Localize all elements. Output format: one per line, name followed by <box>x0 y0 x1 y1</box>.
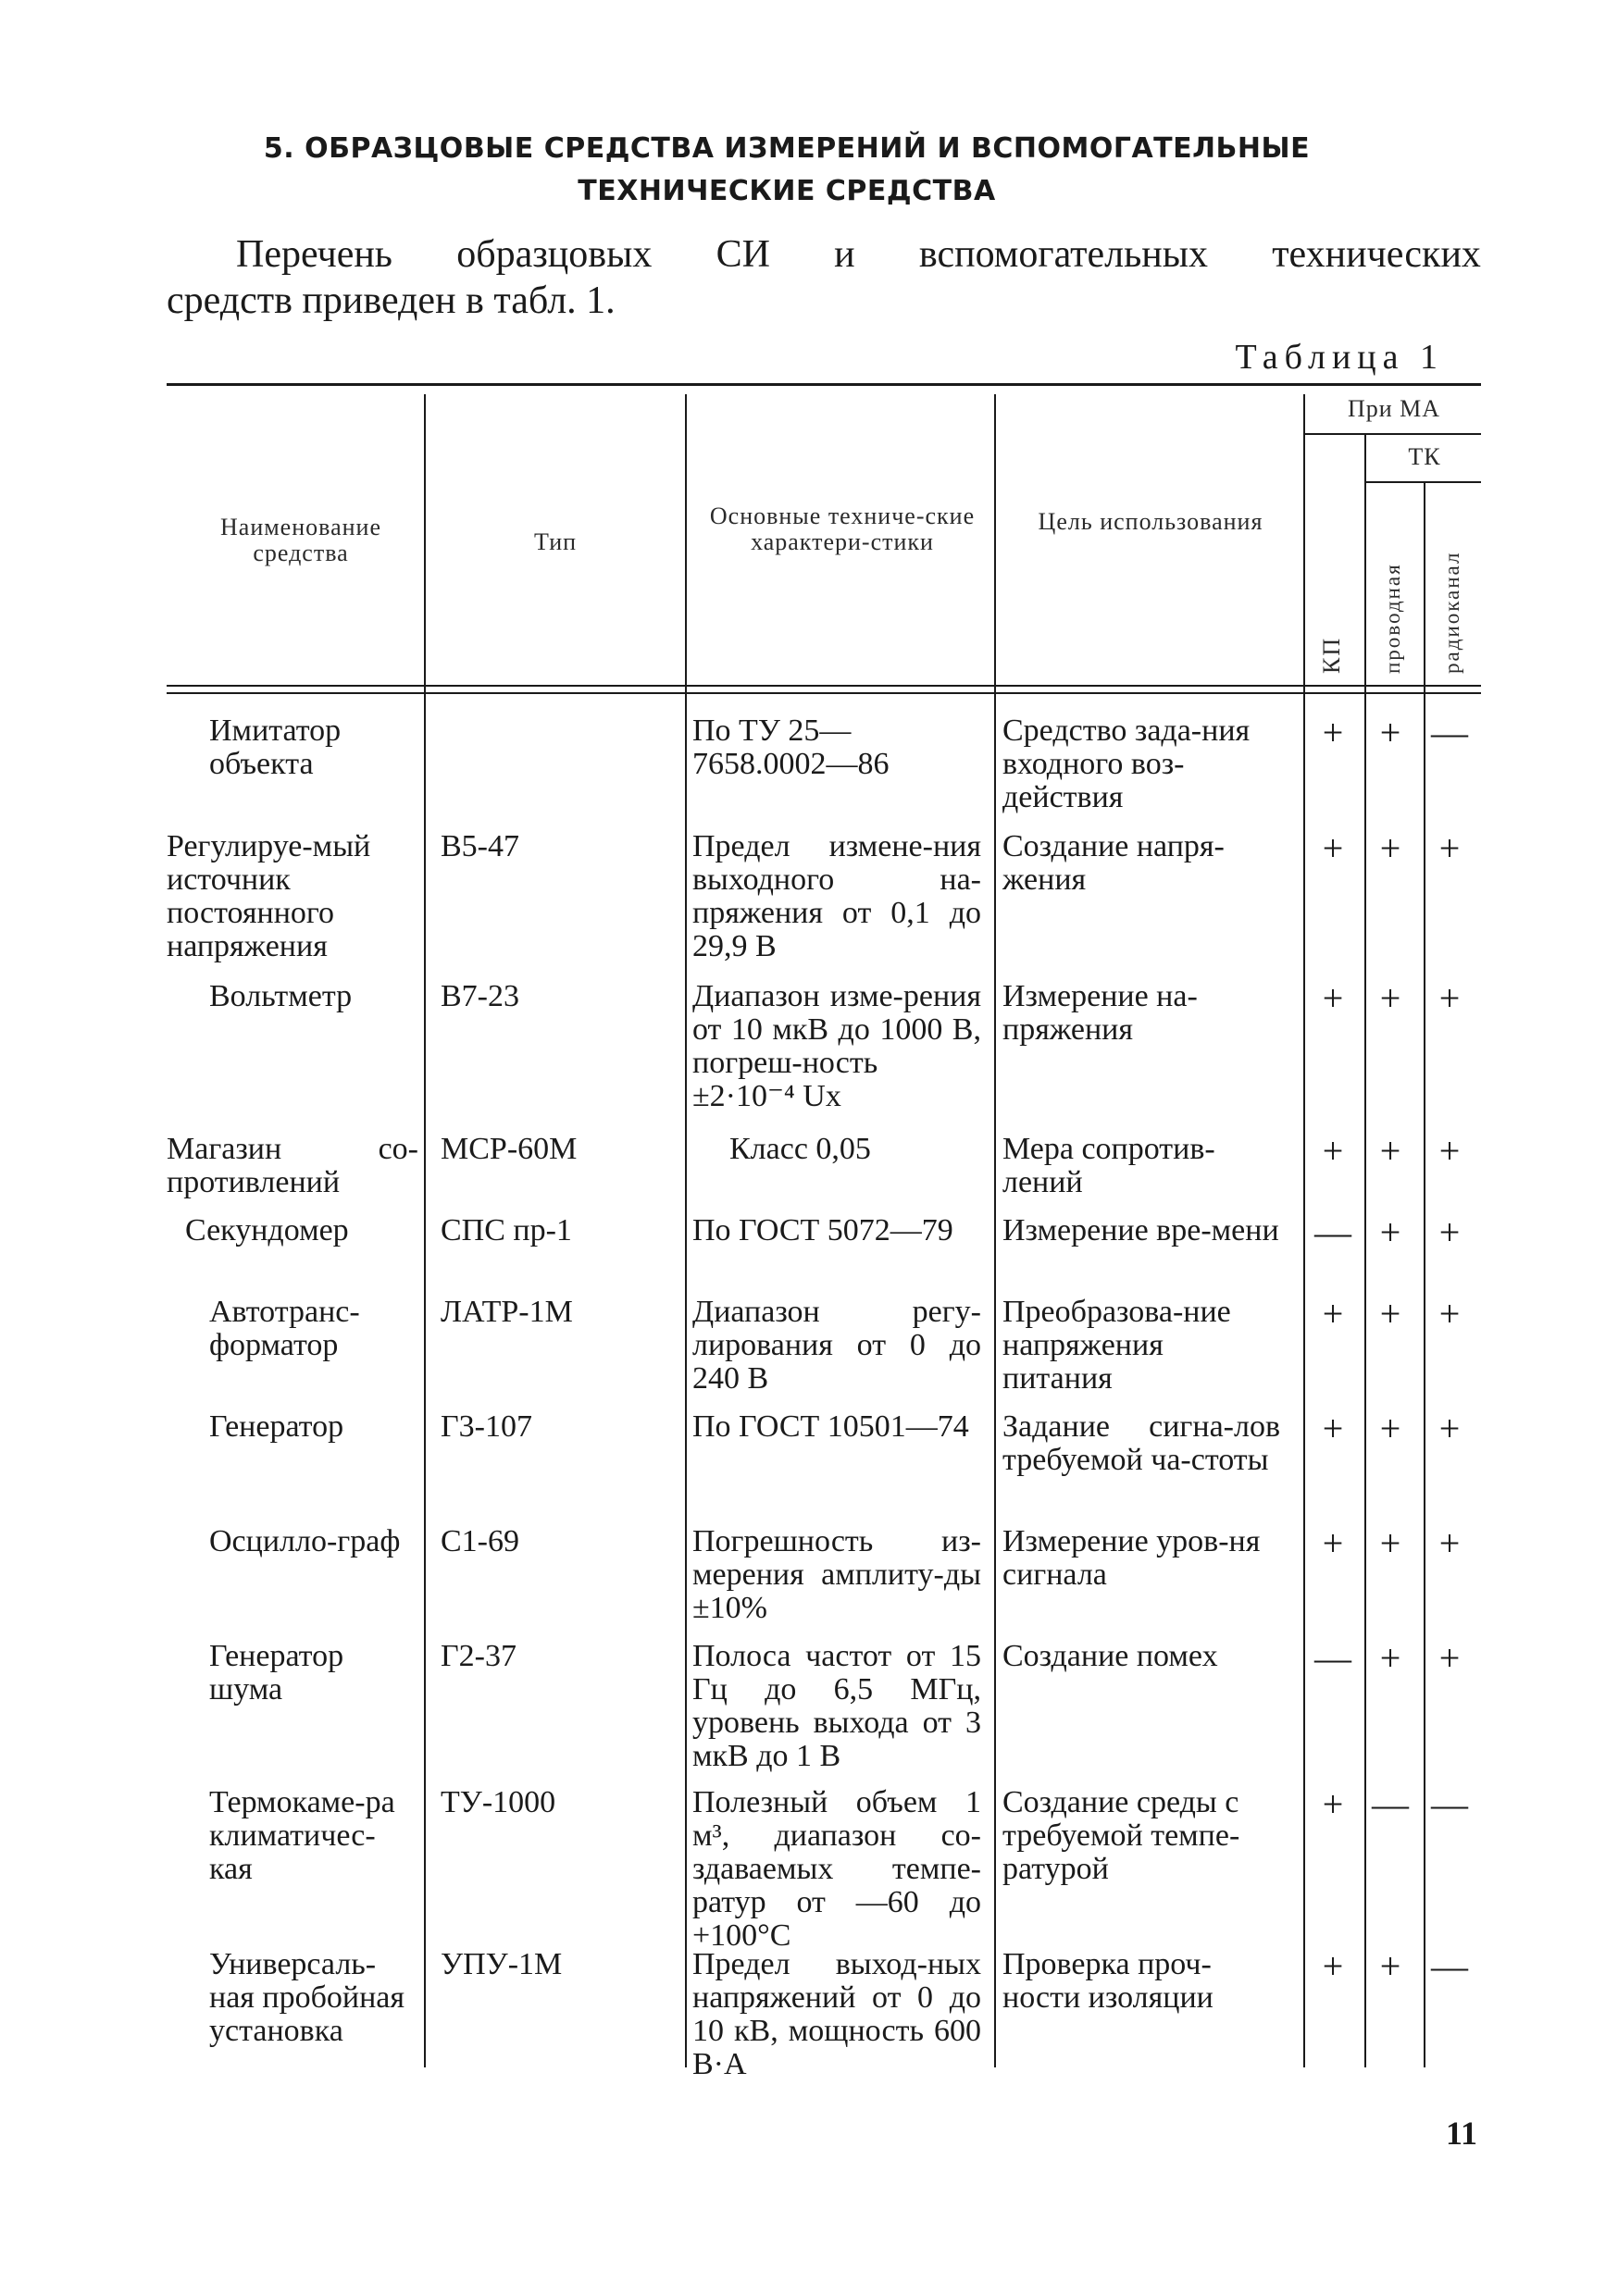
header-name: Наименование средства <box>220 514 381 566</box>
header-spec: Основные техниче-ские характери-стики <box>709 503 976 555</box>
cell-type: МСР-60М <box>441 1132 578 1166</box>
cell-name: Генератор шума <box>209 1639 344 1706</box>
cell-name: Автотранс-форматор <box>209 1295 360 1362</box>
cell-radio: + <box>1438 827 1461 869</box>
table-body <box>167 712 1481 2081</box>
header-tk: ТК <box>1408 443 1441 470</box>
cell-spec: Предел выход-ных напряжений от 0 до 10 кВ, мощность 600 В·А <box>692 1947 981 2081</box>
cell-kp: + <box>1322 827 1344 869</box>
cell-spec: Полезный объем 1 м³, диапазон со-здаваемых темпе-ратур от —60 до +100°С <box>692 1785 981 1953</box>
cell-radio: + <box>1438 1408 1461 1449</box>
header-type: Тип <box>533 528 578 555</box>
intro-word: СИ <box>716 233 770 276</box>
cell-spec: Погрешность из-мерения амплиту-ды ±10% <box>692 1524 981 1625</box>
cell-wired: + <box>1379 1293 1401 1334</box>
cell-radio: + <box>1438 977 1461 1019</box>
cell-type: ЛАТР-1М <box>441 1295 573 1329</box>
intro-word: Перечень <box>236 233 392 276</box>
header-wired: проводная <box>1381 563 1404 674</box>
cell-kp: + <box>1322 1408 1344 1449</box>
cell-radio: + <box>1438 1522 1461 1564</box>
cell-wired: + <box>1379 1408 1401 1449</box>
cell-kp: + <box>1322 1293 1344 1334</box>
cell-purpose: Создание напря-жения <box>1002 829 1225 897</box>
cell-wired: + <box>1379 1945 1401 1987</box>
group-rule <box>1303 433 1481 435</box>
intro-word: и <box>834 233 855 276</box>
section-heading <box>167 128 1407 213</box>
cell-kp: + <box>1322 1945 1344 1987</box>
cell-radio: + <box>1438 1130 1461 1172</box>
intro-line-1 <box>167 231 1481 278</box>
intro-word: технических <box>1272 233 1481 276</box>
cell-name: Магазин со-противлений <box>167 1132 418 1199</box>
header-bottom-rule-2 <box>167 692 1481 694</box>
cell-radio: — <box>1431 1783 1468 1825</box>
cell-purpose: Создание среды с требуемой темпе-ратурой <box>1002 1785 1240 1886</box>
cell-radio: + <box>1438 1211 1461 1253</box>
table-row <box>167 1293 1481 1410</box>
cell-purpose: Создание помех <box>1002 1639 1218 1673</box>
cell-radio: + <box>1438 1293 1461 1334</box>
cell-type: СПС пр-1 <box>441 1213 572 1247</box>
header-bottom-rule <box>167 685 1481 687</box>
cell-wired: + <box>1379 712 1401 753</box>
cell-type: УПУ-1М <box>441 1947 563 1981</box>
table-row <box>167 1637 1481 1786</box>
table-row <box>167 827 1481 980</box>
cell-purpose: Измерение уров-ня сигнала <box>1002 1524 1261 1592</box>
cell-spec: Диапазон изме-рения от 10 мкВ до 1000 В, погреш-ность ±2·10⁻⁴ Ux <box>692 979 981 1113</box>
cell-wired: + <box>1379 1130 1401 1172</box>
cell-purpose: Преобразова-ние напряжения питания <box>1002 1295 1231 1396</box>
header-group: При МА <box>1347 395 1441 422</box>
table-caption: Таблица 1 <box>1235 338 1444 377</box>
table-row <box>167 1130 1481 1214</box>
cell-wired: + <box>1379 1522 1401 1564</box>
cell-wired: + <box>1379 1211 1401 1253</box>
cell-type: С1-69 <box>441 1524 519 1558</box>
table-top-rule <box>167 383 1481 386</box>
cell-kp: — <box>1314 1211 1351 1253</box>
cell-purpose: Измерение на-пряжения <box>1002 979 1198 1047</box>
section-heading-line-1: 5. ОБРАЗЦОВЫЕ СРЕДСТВА ИЗМЕРЕНИЙ И ВСПОМОГАТЕЛЬНЫЕ <box>263 132 1311 165</box>
cell-kp: + <box>1322 977 1344 1019</box>
cell-spec: Диапазон регу-лирования от 0 до 240 В <box>692 1295 981 1396</box>
cell-name: Вольтметр <box>209 979 353 1013</box>
cell-purpose: Средство зада-ния входного воз-действия <box>1002 714 1251 814</box>
cell-kp: + <box>1322 1783 1344 1825</box>
cell-radio: + <box>1438 1637 1461 1679</box>
cell-type: В7-23 <box>441 979 519 1013</box>
tk-rule <box>1364 481 1481 483</box>
table-row <box>167 1410 1481 1525</box>
intro-word: вспомогательных <box>918 233 1208 276</box>
table-row <box>167 1211 1481 1296</box>
cell-spec: По ТУ 25—7658.0002—86 <box>692 714 890 781</box>
cell-kp: — <box>1314 1637 1351 1679</box>
intro-line-2: средств приведен в табл. 1. <box>167 279 616 322</box>
cell-name: Осцилло-граф <box>209 1524 401 1558</box>
cell-name: Имитатор объекта <box>209 714 342 781</box>
cell-spec: Предел измене-ния выходного на-пряжения от 0,1 до 29,9 В <box>692 829 981 963</box>
cell-type: В5-47 <box>441 829 519 863</box>
cell-wired: + <box>1379 977 1401 1019</box>
cell-spec: Полоса частот от 15 Гц до 6,5 МГц, уровень выхода от 3 мкВ до 1 В <box>692 1639 981 1773</box>
cell-radio: — <box>1431 712 1468 753</box>
cell-name: Генератор <box>209 1409 344 1444</box>
cell-spec: По ГОСТ 5072—79 <box>692 1213 953 1247</box>
table-row <box>167 1522 1481 1640</box>
cell-name: Регулируе-мый источник постоянного напряжения <box>167 829 371 963</box>
page-number: 11 <box>1445 2115 1477 2152</box>
cell-kp: + <box>1322 1130 1344 1172</box>
intro-word: образцовых <box>456 233 653 276</box>
cell-name: Универсаль-ная пробойная установка <box>209 1947 405 2048</box>
header-radio: радиоканал <box>1440 551 1463 674</box>
cell-name: Секундомер <box>185 1213 349 1247</box>
cell-purpose: Мера сопротив-лений <box>1002 1132 1215 1199</box>
table-row <box>167 714 1481 830</box>
header-kp: КП <box>1318 636 1345 674</box>
cell-type: Г2-37 <box>441 1639 517 1673</box>
section-heading-line-2: ТЕХНИЧЕСКИЕ СРЕДСТВА <box>578 175 996 207</box>
table-row <box>167 977 1481 1133</box>
cell-wired: — <box>1372 1783 1409 1825</box>
cell-wired: + <box>1379 1637 1401 1679</box>
cell-name: Термокаме-ра климатичес-кая <box>209 1785 395 1886</box>
cell-type: Г3-107 <box>441 1409 532 1444</box>
cell-radio: — <box>1431 1945 1468 1987</box>
header-purpose: Цель использования <box>1038 508 1263 535</box>
cell-type: ТУ-1000 <box>441 1785 556 1819</box>
cell-wired: + <box>1379 827 1401 869</box>
cell-purpose: Проверка проч-ности изоляции <box>1002 1947 1214 2015</box>
table-row <box>167 1783 1481 1953</box>
cell-spec: Класс 0,05 <box>729 1132 871 1166</box>
cell-purpose: Измерение вре-мени <box>1002 1213 1279 1247</box>
cell-kp: + <box>1322 712 1344 753</box>
intro-paragraph <box>167 231 1481 324</box>
cell-kp: + <box>1322 1522 1344 1564</box>
cell-spec: По ГОСТ 10501—74 <box>692 1409 969 1444</box>
cell-purpose: Задание сигна-лов требуемой ча-стоты <box>1002 1409 1280 1477</box>
table-row <box>167 1945 1481 2081</box>
